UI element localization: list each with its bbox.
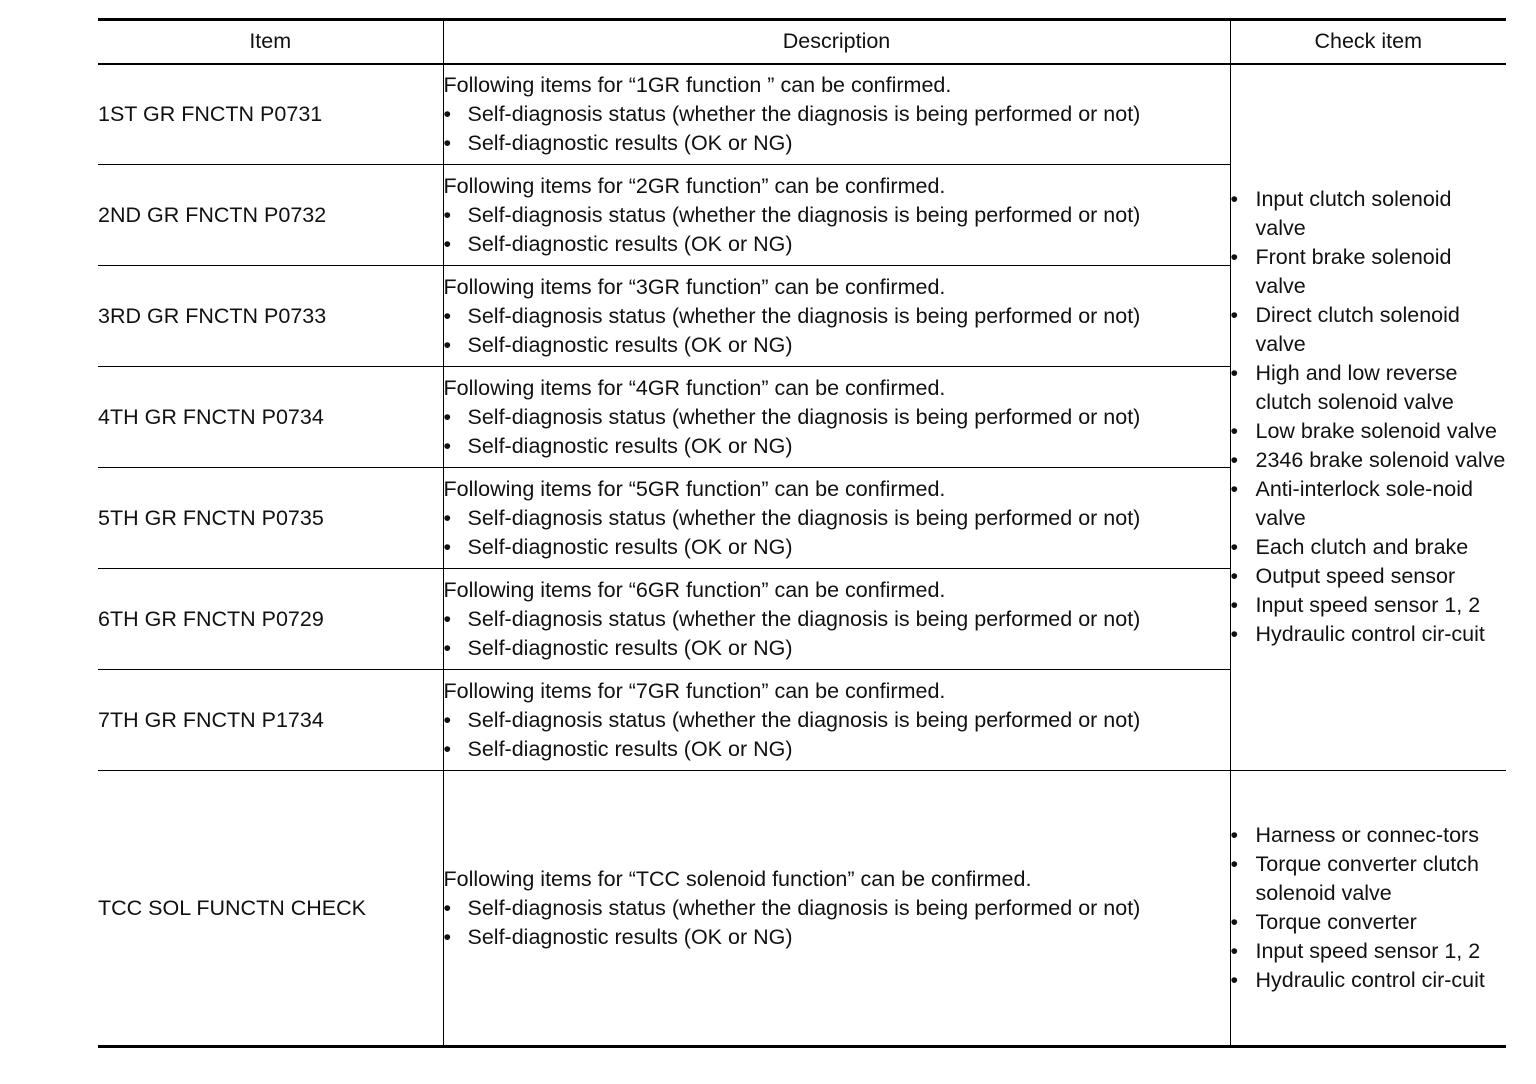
item-cell: 3RD GR FNCTN P0733 — [98, 266, 443, 367]
table-row — [98, 771, 1506, 1047]
description-cell: Following items for “2GR function” can be confirmed. • Self-diagnosis status (whether the diagnosis is being performed or not) • Self-diagnostic results (OK or NG) — [443, 165, 1230, 266]
diagnosis-table — [98, 18, 1506, 1048]
check-item: Direct clutch solenoid valve — [1255, 303, 1460, 357]
description-bullet: Self-diagnostic results (OK or NG) — [467, 332, 793, 357]
header-row — [98, 20, 1506, 64]
check-item: Output speed sensor — [1255, 564, 1456, 589]
description-bullet: Self-diagnosis status (whether the diagnosis is being performed or not) — [467, 303, 1141, 328]
description-bullet: Self-diagnostic results (OK or NG) — [467, 130, 793, 155]
description-bullet: Self-diagnostic results (OK or NG) — [467, 433, 793, 458]
description-bullet: Self-diagnostic results (OK or NG) — [467, 635, 793, 660]
item-cell: 4TH GR FNCTN P0734 — [98, 367, 443, 468]
description-cell: Following items for “7GR function” can be confirmed. • Self-diagnosis status (whether the diagnosis is being performed or not) • Self-diagnostic results (OK or NG) — [443, 670, 1230, 771]
check-item: High and low reverse clutch solenoid valve — [1255, 361, 1458, 415]
table-row — [98, 64, 1506, 165]
gear-check-items-cell: • Input clutch solenoid valve • Front brake solenoid valve • Direct clutch solenoid valve • High and low reverse clutch solenoid valve • Low brake solenoid valve • 2346 brake solenoid valve • Anti-interlock sole-noid valve • Each clutch and brake • Output speed sensor • Input speed sensor 1, 2 • Hydraulic control cir-cuit — [1230, 64, 1506, 771]
description-lead: Following items for “6GR function” can be confirmed. — [443, 577, 946, 602]
item-cell: 2ND GR FNCTN P0732 — [98, 165, 443, 266]
description-bullet: Self-diagnostic results (OK or NG) — [467, 231, 793, 256]
description-lead: Following items for “1GR function ” can be confirmed. — [443, 72, 952, 97]
description-lead: Following items for “4GR function” can be confirmed. — [443, 375, 946, 400]
check-item: Hydraulic control cir-cuit — [1255, 622, 1485, 647]
header-check-item: Check item — [1230, 20, 1506, 64]
check-item: Front brake solenoid valve — [1255, 245, 1452, 299]
tcc-check-items-cell: • Harness or connec-tors • Torque converter clutch solenoid valve • Torque converter • Input speed sensor 1, 2 • Hydraulic control cir-cuit — [1230, 771, 1506, 1047]
check-item: Each clutch and brake — [1255, 535, 1469, 560]
description-bullet: Self-diagnosis status (whether the diagnosis is being performed or not) — [467, 707, 1141, 732]
item-cell: 1ST GR FNCTN P0731 — [98, 64, 443, 165]
description-bullet: Self-diagnosis status (whether the diagnosis is being performed or not) — [467, 606, 1141, 631]
check-item: Torque converter — [1255, 910, 1417, 934]
header-item: Item — [98, 20, 443, 64]
description-cell: Following items for “4GR function” can be confirmed. • Self-diagnosis status (whether the diagnosis is being performed or not) • Self-diagnostic results (OK or NG) — [443, 367, 1230, 468]
description-cell: Following items for “TCC solenoid function” can be confirmed. • Self-diagnosis status (whether the diagnosis is being performed or not) • Self-diagnostic results (OK or NG) — [443, 771, 1230, 1047]
header-description: Description — [443, 20, 1230, 64]
description-cell: Following items for “5GR function” can be confirmed. • Self-diagnosis status (whether the diagnosis is being performed or not) • Self-diagnostic results (OK or NG) — [443, 468, 1230, 569]
description-cell: Following items for “6GR function” can be confirmed. • Self-diagnosis status (whether the diagnosis is being performed or not) • Self-diagnostic results (OK or NG) — [443, 569, 1230, 670]
item-cell: 5TH GR FNCTN P0735 — [98, 468, 443, 569]
check-item: Harness or connec-tors — [1255, 823, 1479, 847]
description-lead: Following items for “3GR function” can be confirmed. — [443, 274, 946, 299]
check-item: Input clutch solenoid valve — [1255, 187, 1452, 241]
check-item: 2346 brake solenoid valve — [1255, 448, 1506, 473]
item-cell: TCC SOL FUNCTN CHECK — [98, 771, 443, 1047]
description-lead: Following items for “7GR function” can be confirmed. — [443, 678, 946, 703]
description-bullet: Self-diagnosis status (whether the diagnosis is being performed or not) — [467, 101, 1141, 126]
check-item: Anti-interlock sole-noid valve — [1255, 477, 1473, 531]
description-cell: Following items for “1GR function ” can be confirmed. • Self-diagnosis status (whether the diagnosis is being performed or not) • Self-diagnostic results (OK or NG) — [443, 64, 1230, 165]
description-bullet: Self-diagnosis status (whether the diagnosis is being performed or not) — [467, 202, 1141, 227]
description-bullet: Self-diagnosis status (whether the diagnosis is being performed or not) — [467, 404, 1141, 429]
description-lead: Following items for “5GR function” can be confirmed. — [443, 476, 946, 501]
check-item: Hydraulic control cir-cuit — [1255, 968, 1485, 992]
item-cell: 6TH GR FNCTN P0729 — [98, 569, 443, 670]
description-lead: Following items for “TCC solenoid function” can be confirmed. — [443, 866, 1032, 891]
description-bullet: Self-diagnostic results (OK or NG) — [467, 924, 793, 949]
description-bullet: Self-diagnostic results (OK or NG) — [467, 534, 793, 559]
description-bullet: Self-diagnosis status (whether the diagnosis is being performed or not) — [467, 505, 1141, 530]
description-cell: Following items for “3GR function” can be confirmed. • Self-diagnosis status (whether the diagnosis is being performed or not) • Self-diagnostic results (OK or NG) — [443, 266, 1230, 367]
check-item: Torque converter clutch solenoid valve — [1255, 852, 1479, 905]
description-lead: Following items for “2GR function” can be confirmed. — [443, 173, 946, 198]
check-item: Low brake solenoid valve — [1255, 419, 1497, 444]
check-item: Input speed sensor 1, 2 — [1255, 939, 1481, 963]
check-item: Input speed sensor 1, 2 — [1255, 593, 1481, 618]
description-bullet: Self-diagnostic results (OK or NG) — [467, 736, 793, 761]
item-cell: 7TH GR FNCTN P1734 — [98, 670, 443, 771]
description-bullet: Self-diagnosis status (whether the diagnosis is being performed or not) — [467, 895, 1141, 920]
